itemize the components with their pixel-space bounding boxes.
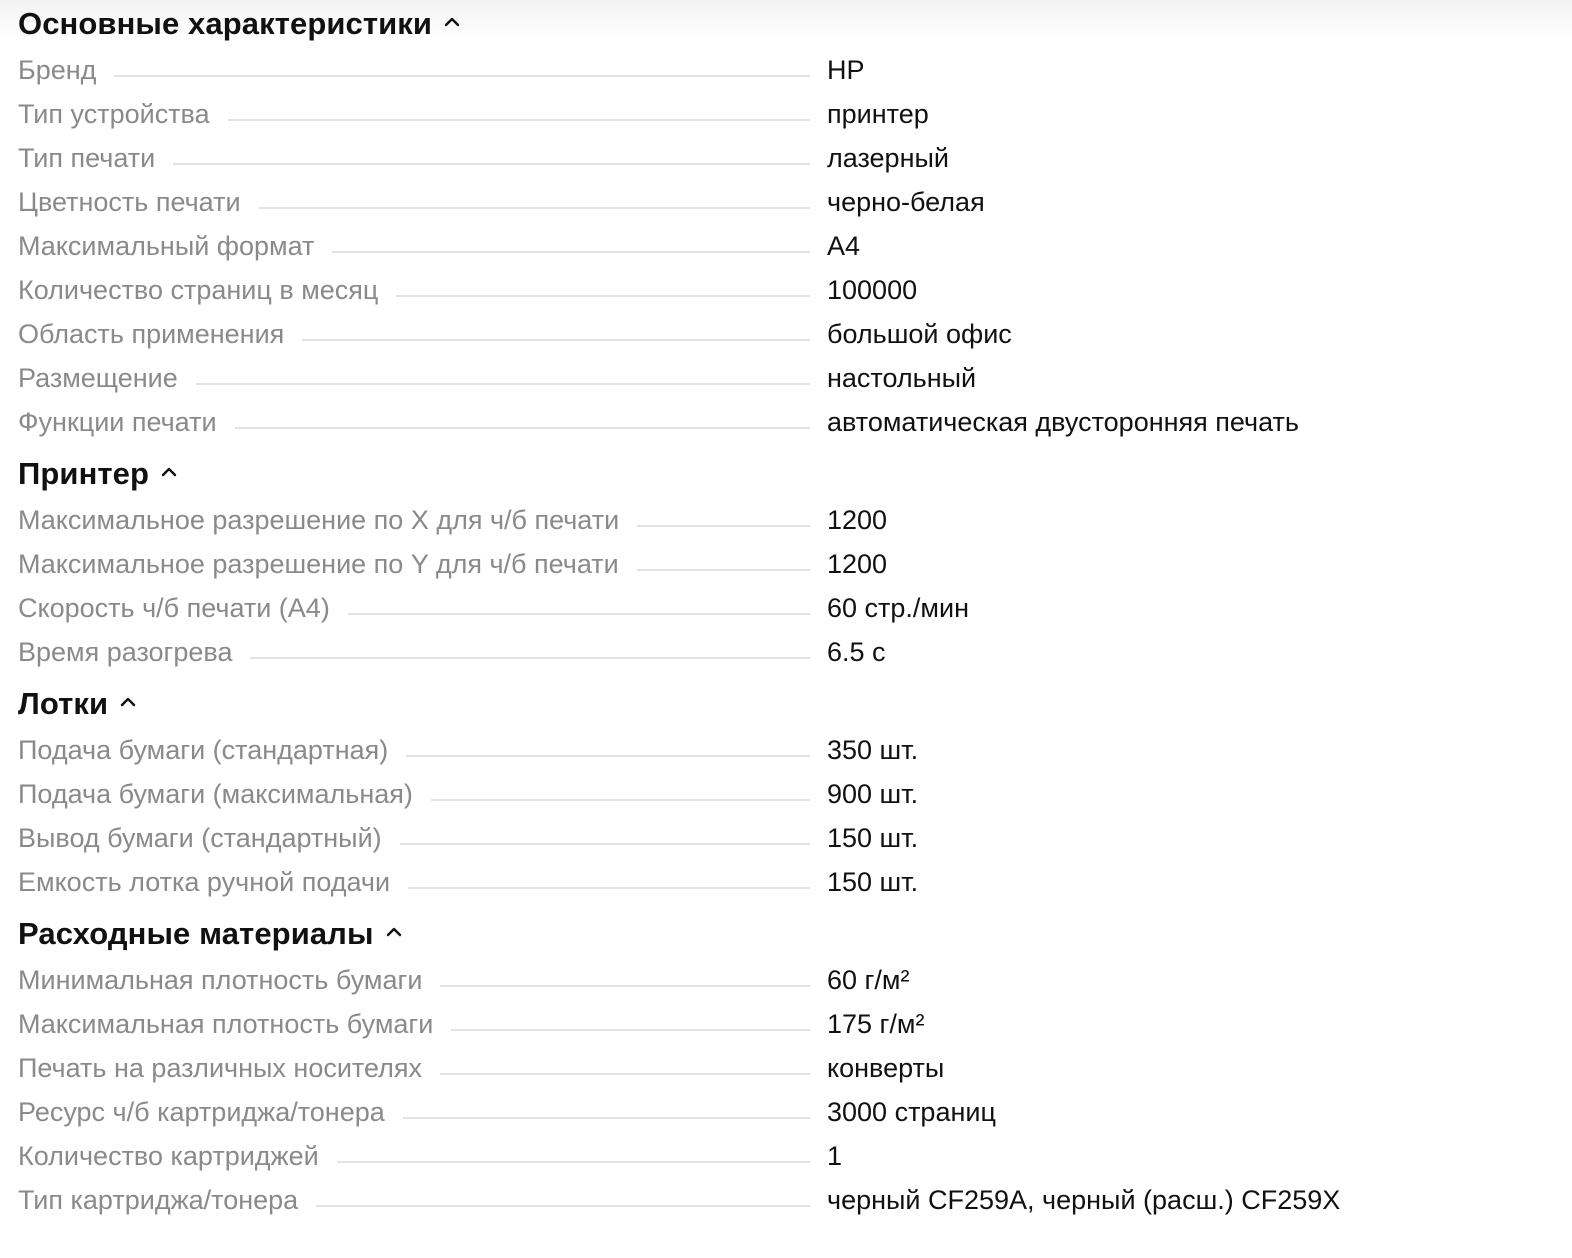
spec-label-wrap <box>18 312 810 356</box>
spec-list <box>18 728 1548 904</box>
spec-row <box>18 224 1548 268</box>
spec-label: Цветность печати <box>18 187 241 217</box>
leader-line <box>403 1117 810 1119</box>
spec-label-wrap <box>18 1002 810 1046</box>
spec-value: принтер <box>827 99 929 129</box>
leader-line <box>451 1029 810 1031</box>
spec-row <box>18 498 1548 542</box>
spec-row <box>18 816 1548 860</box>
leader-line <box>400 843 810 845</box>
leader-line <box>637 569 810 571</box>
spec-label-wrap <box>18 958 810 1002</box>
spec-row <box>18 1002 1548 1046</box>
spec-label: Тип устройства <box>18 99 210 129</box>
spec-value: 6.5 с <box>827 637 886 667</box>
spec-label-wrap <box>18 400 810 444</box>
spec-list <box>18 498 1548 674</box>
spec-row <box>18 356 1548 400</box>
spec-label: Тип картриджа/тонера <box>18 1185 299 1215</box>
spec-row <box>18 958 1548 1002</box>
spec-value: 3000 страниц <box>827 1097 996 1127</box>
spec-label: Максимальный формат <box>18 231 315 261</box>
spec-value: 60 г/м² <box>827 965 910 995</box>
spec-label: Скорость ч/б печати (A4) <box>18 593 330 623</box>
spec-label: Максимальная плотность бумаги <box>18 1009 434 1039</box>
spec-label: Время разогрева <box>18 637 233 667</box>
section-title: Лотки <box>18 686 109 721</box>
spec-label: Вывод бумаги (стандартный) <box>18 823 382 853</box>
leader-line <box>337 1161 810 1163</box>
chevron-up-icon[interactable] <box>442 12 462 32</box>
leader-line <box>259 207 810 209</box>
spec-value: 150 шт. <box>827 867 919 897</box>
spec-label-wrap <box>18 816 810 860</box>
spec-value: настольный <box>827 363 977 393</box>
chevron-up-icon[interactable] <box>384 922 404 942</box>
spec-value: HP <box>827 55 865 85</box>
leader-line <box>406 755 810 757</box>
leader-line <box>440 985 810 987</box>
spec-label-wrap <box>18 1090 810 1134</box>
spec-label-wrap <box>18 860 810 904</box>
leader-line <box>316 1205 810 1207</box>
spec-label: Количество страниц в месяц <box>18 275 379 305</box>
spec-label: Печать на различных носителях <box>18 1053 422 1083</box>
spec-value: черно-белая <box>827 187 985 217</box>
spec-label: Размещение <box>18 363 178 393</box>
leader-line <box>396 295 810 297</box>
leader-line <box>114 75 810 77</box>
spec-row <box>18 1090 1548 1134</box>
spec-row <box>18 400 1548 444</box>
spec-row <box>18 586 1548 630</box>
spec-section <box>18 0 1548 444</box>
spec-label-wrap <box>18 356 810 400</box>
spec-label-wrap <box>18 630 810 674</box>
spec-section <box>18 680 1548 904</box>
leader-line <box>302 339 810 341</box>
spec-label: Область применения <box>18 319 285 349</box>
leader-line <box>250 657 810 659</box>
spec-value: A4 <box>827 231 861 261</box>
spec-row <box>18 268 1548 312</box>
spec-value: конверты <box>827 1053 945 1083</box>
spec-row <box>18 92 1548 136</box>
spec-label-wrap <box>18 498 810 542</box>
spec-label-wrap <box>18 48 810 92</box>
spec-row <box>18 136 1548 180</box>
spec-label: Подача бумаги (стандартная) <box>18 735 389 765</box>
spec-row <box>18 630 1548 674</box>
spec-row <box>18 772 1548 816</box>
spec-value: 1 <box>827 1141 843 1171</box>
spec-label-wrap <box>18 772 810 816</box>
leader-line <box>408 887 810 889</box>
chevron-up-icon[interactable] <box>159 462 179 482</box>
spec-row <box>18 728 1548 772</box>
leader-line <box>196 383 810 385</box>
spec-value: 100000 <box>827 275 918 305</box>
spec-label-wrap <box>18 1178 810 1222</box>
spec-row <box>18 860 1548 904</box>
spec-row <box>18 180 1548 224</box>
section-title: Основные характеристики <box>18 6 433 41</box>
chevron-up-icon[interactable] <box>118 692 138 712</box>
spec-label-wrap <box>18 268 810 312</box>
specifications-panel <box>18 0 1548 1222</box>
spec-value: 150 шт. <box>827 823 919 853</box>
spec-list <box>18 958 1548 1222</box>
section-toggle[interactable] <box>18 680 1548 728</box>
spec-value: 175 г/м² <box>827 1009 925 1039</box>
spec-label-wrap <box>18 136 810 180</box>
spec-value: 900 шт. <box>827 779 919 809</box>
spec-label-wrap <box>18 728 810 772</box>
section-toggle[interactable] <box>18 910 1548 958</box>
spec-value: 350 шт. <box>827 735 919 765</box>
spec-value: 1200 <box>827 549 888 579</box>
spec-label-wrap <box>18 224 810 268</box>
spec-row <box>18 1134 1548 1178</box>
spec-label: Тип печати <box>18 143 156 173</box>
leader-line <box>235 427 810 429</box>
spec-value: большой офис <box>827 319 1012 349</box>
spec-row <box>18 312 1548 356</box>
spec-label-wrap <box>18 1046 810 1090</box>
spec-row <box>18 48 1548 92</box>
section-toggle[interactable] <box>18 0 1548 48</box>
spec-value: 60 стр./мин <box>827 593 969 623</box>
spec-label-wrap <box>18 542 810 586</box>
spec-label-wrap <box>18 92 810 136</box>
spec-list <box>18 48 1548 444</box>
leader-line <box>348 613 810 615</box>
spec-label: Максимальное разрешение по Y для ч/б печати <box>18 549 619 579</box>
spec-label-wrap <box>18 180 810 224</box>
spec-label: Функции печати <box>18 407 217 437</box>
spec-value: черный CF259A, черный (расш.) CF259X <box>827 1185 1341 1215</box>
leader-line <box>228 119 810 121</box>
leader-line <box>637 525 810 527</box>
spec-label: Ресурс ч/б картриджа/тонера <box>18 1097 385 1127</box>
spec-section <box>18 450 1548 674</box>
leader-line <box>173 163 810 165</box>
spec-value: 1200 <box>827 505 888 535</box>
spec-section <box>18 910 1548 1222</box>
spec-label-wrap <box>18 586 810 630</box>
spec-label: Минимальная плотность бумаги <box>18 965 423 995</box>
leader-line <box>431 799 810 801</box>
spec-label: Количество картриджей <box>18 1141 319 1171</box>
spec-label: Бренд <box>18 55 97 85</box>
spec-row <box>18 542 1548 586</box>
spec-value: лазерный <box>827 143 949 173</box>
leader-line <box>440 1073 810 1075</box>
spec-label: Емкость лотка ручной подачи <box>18 867 391 897</box>
spec-label: Максимальное разрешение по X для ч/б печати <box>18 505 620 535</box>
spec-row <box>18 1178 1548 1222</box>
spec-label: Подача бумаги (максимальная) <box>18 779 413 809</box>
spec-label-wrap <box>18 1134 810 1178</box>
section-title: Принтер <box>18 456 150 491</box>
spec-value: автоматическая двусторонняя печать <box>827 407 1299 437</box>
spec-row <box>18 1046 1548 1090</box>
leader-line <box>332 251 810 253</box>
section-title: Расходные материалы <box>18 916 374 951</box>
section-toggle[interactable] <box>18 450 1548 498</box>
